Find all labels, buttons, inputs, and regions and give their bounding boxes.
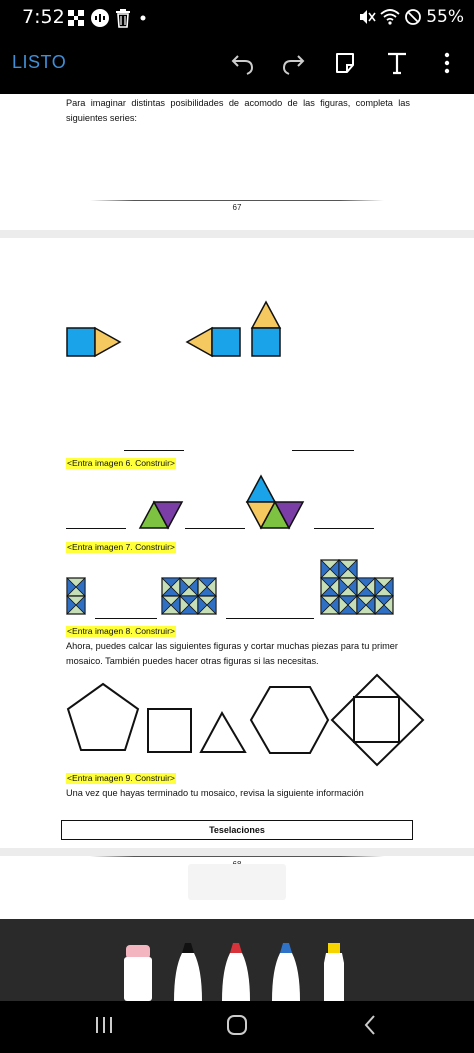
wifi-icon — [380, 8, 400, 26]
series-2-figures — [60, 474, 380, 536]
dnd-icon — [404, 8, 422, 26]
sound-icon — [90, 8, 110, 28]
series1-blue-square-3 — [252, 328, 280, 356]
media-icon — [66, 8, 86, 28]
series2-blank-1 — [66, 528, 126, 529]
undo-icon — [230, 50, 256, 81]
sticky-note-button[interactable] — [328, 48, 362, 82]
page1-number: 67 — [232, 203, 242, 212]
done-button[interactable]: LISTO — [12, 52, 67, 72]
series2-blue-triangle — [247, 476, 275, 502]
undo-button[interactable] — [226, 48, 260, 82]
recent-apps-button[interactable] — [84, 1013, 124, 1041]
series3-blank-1 — [95, 618, 157, 619]
recent-apps-icon — [93, 1015, 115, 1040]
series1-yellow-triangle-left — [187, 328, 212, 356]
caption-image-9: <Entra imagen 9. Construir> — [67, 773, 175, 783]
series1-blank-1 — [124, 450, 184, 451]
back-icon — [362, 1014, 378, 1041]
page1-paragraph: Para imaginar distintas posibilidades de acomodo de las figuras, completa las siguientes series: — [66, 98, 410, 123]
home-icon — [226, 1014, 248, 1041]
caption-image-6: <Entra imagen 6. Construir> — [67, 458, 175, 468]
status-right-icons — [358, 7, 464, 27]
page-68 — [0, 238, 474, 848]
series1-yellow-triangle-up — [252, 302, 280, 328]
teselaciones-box: Teselaciones — [61, 820, 413, 840]
caption-image-8: <Entra imagen 8. Construir> — [67, 626, 175, 636]
pentagon-shape — [68, 684, 138, 750]
square-shape — [148, 709, 191, 752]
series3-tile-block-2 — [162, 578, 216, 614]
faint-overlay-button — [188, 864, 286, 900]
page2-footer-line — [90, 856, 384, 857]
series3-blank-2 — [226, 618, 314, 619]
caption-image-7: <Entra imagen 7. Construir> — [67, 542, 175, 552]
back-button[interactable] — [350, 1013, 390, 1041]
text-icon — [385, 50, 409, 81]
status-bar — [0, 0, 474, 36]
series1-blue-square-2 — [212, 328, 240, 356]
blue-marker-tool[interactable] — [266, 939, 306, 1001]
trash-icon — [114, 8, 132, 28]
eraser-tool[interactable] — [118, 941, 158, 1001]
mute-icon — [358, 8, 376, 26]
series2-blank-2 — [185, 528, 245, 529]
page1-footer-line — [90, 200, 384, 201]
series-3-figures — [60, 556, 400, 620]
series3-tile-block-3 — [321, 560, 393, 614]
series1-blue-square — [67, 328, 95, 356]
document-viewer[interactable] — [0, 94, 474, 919]
navigation-bar — [0, 1001, 474, 1053]
sticky-note-icon — [333, 51, 357, 80]
red-marker-tool[interactable] — [216, 939, 256, 1001]
hexagon-shape — [251, 687, 328, 753]
status-time: 7:52 — [22, 6, 65, 28]
redo-button[interactable] — [276, 48, 310, 82]
more-icon — [443, 51, 451, 80]
series-1-figures — [60, 298, 360, 360]
pen-tray — [0, 919, 474, 1001]
editor-toolbar — [0, 36, 474, 94]
page2-paragraph-1: Ahora, puedes calcar las siguientes figuras y cortar muchas piezas para tu primer mosaico. También puedes hacer otras figuras si las necesitas. — [66, 641, 398, 666]
series3-tile-column-1 — [67, 578, 85, 614]
series2-blank-3 — [314, 528, 374, 529]
redo-icon — [280, 50, 306, 81]
square-in-diamond-shape — [332, 675, 423, 765]
series1-yellow-triangle-right — [95, 328, 120, 356]
black-marker-tool[interactable] — [168, 939, 208, 1001]
more-options-button[interactable] — [430, 48, 464, 82]
status-left-icons — [66, 8, 150, 28]
home-button[interactable] — [217, 1013, 257, 1041]
battery-level: 55% — [426, 7, 464, 27]
yellow-highlighter-tool[interactable] — [314, 939, 354, 1001]
trace-shapes — [60, 672, 430, 772]
page2-paragraph-2: Una vez que hayas terminado tu mosaico, revisa la siguiente información — [66, 788, 364, 798]
text-tool-button[interactable] — [380, 48, 414, 82]
series1-blank-2 — [292, 450, 354, 451]
triangle-shape — [201, 713, 245, 752]
dot-icon — [136, 8, 150, 28]
page-67 — [0, 94, 474, 230]
